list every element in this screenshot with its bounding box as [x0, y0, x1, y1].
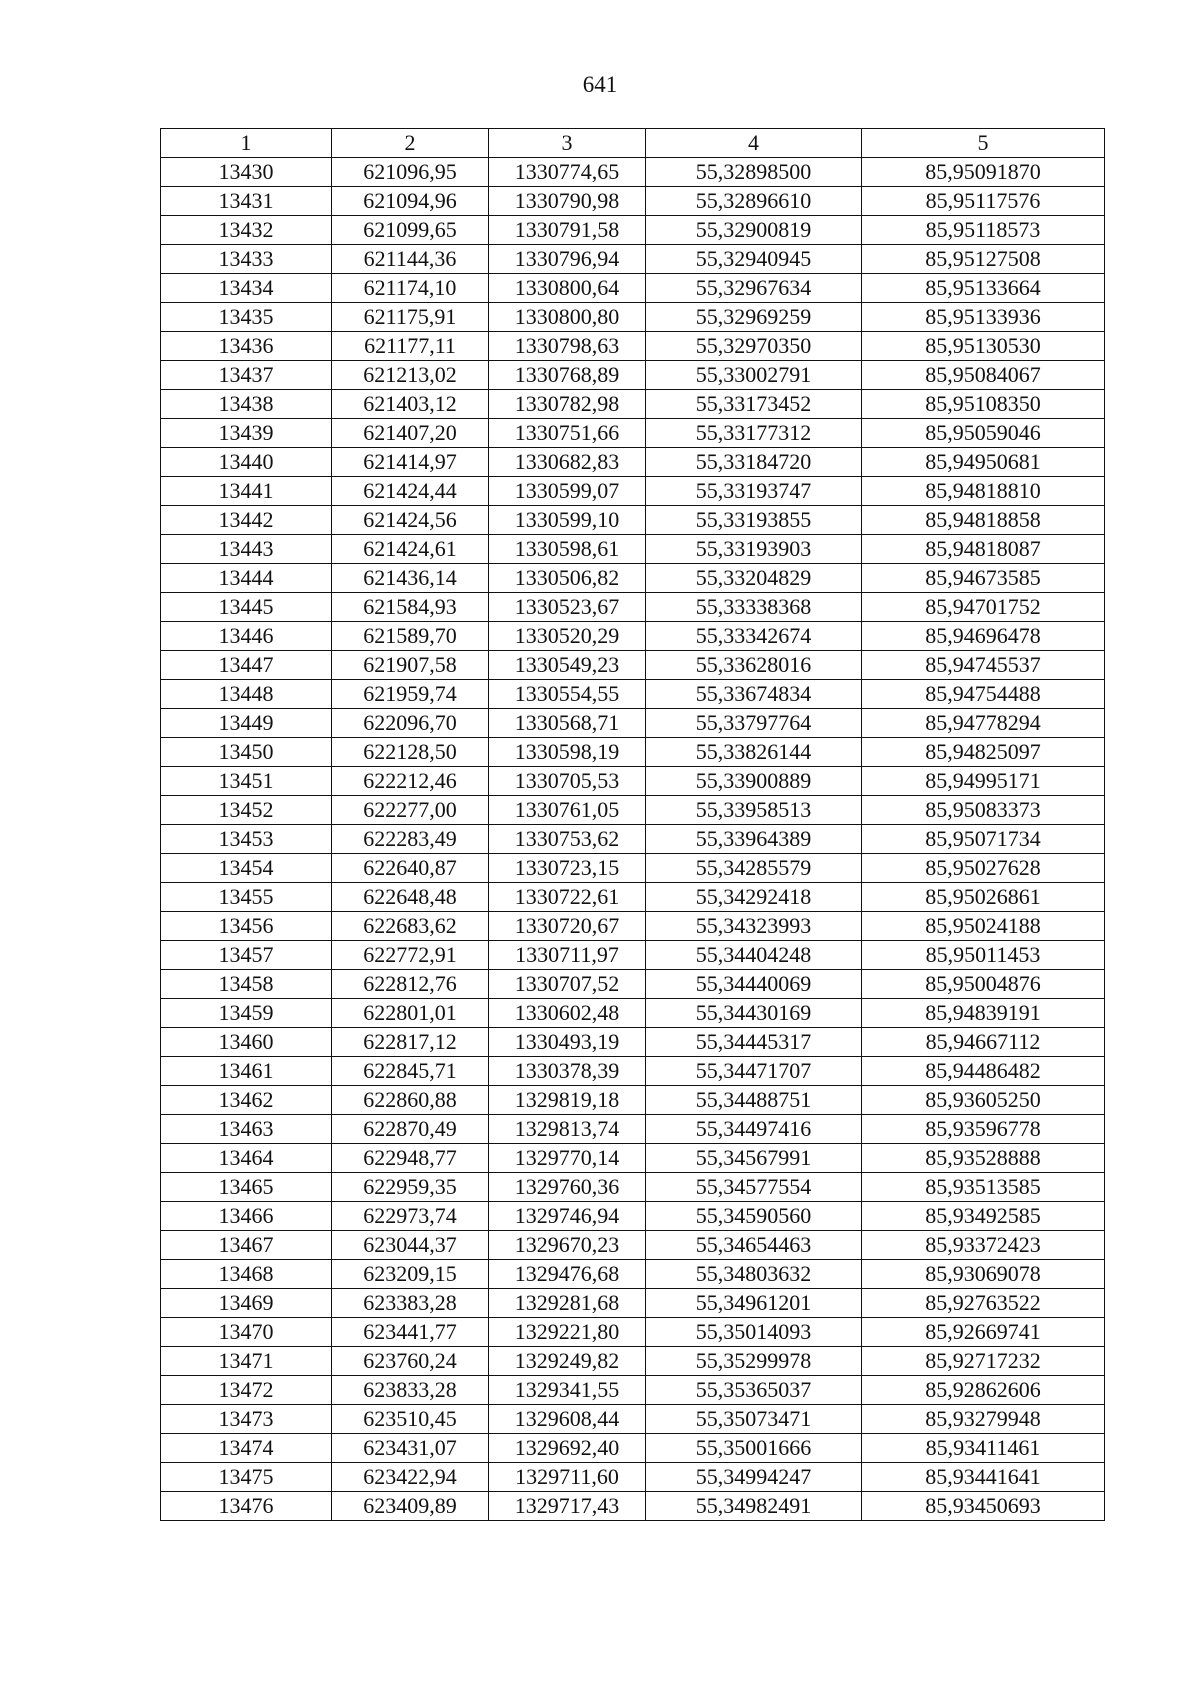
- latitude-cell: 55,34497416: [646, 1115, 862, 1144]
- point-number-cell: 13459: [161, 999, 332, 1028]
- x-coordinate-cell: 623833,28: [332, 1376, 489, 1405]
- x-coordinate-cell: 622212,46: [332, 767, 489, 796]
- x-coordinate-cell: 623383,28: [332, 1289, 489, 1318]
- x-coordinate-cell: 622817,12: [332, 1028, 489, 1057]
- table-row: [161, 1347, 1105, 1376]
- latitude-cell: 55,33173452: [646, 390, 862, 419]
- longitude-cell: 85,93492585: [862, 1202, 1105, 1231]
- point-number-cell: 13443: [161, 535, 332, 564]
- table-row: [161, 1144, 1105, 1173]
- x-coordinate-cell: 621403,12: [332, 390, 489, 419]
- longitude-cell: 85,95026861: [862, 883, 1105, 912]
- table-row: [161, 477, 1105, 506]
- latitude-cell: 55,33193903: [646, 535, 862, 564]
- point-number-cell: 13447: [161, 651, 332, 680]
- latitude-cell: 55,34982491: [646, 1492, 862, 1521]
- latitude-cell: 55,34440069: [646, 970, 862, 999]
- latitude-cell: 55,32940945: [646, 245, 862, 274]
- y-coordinate-cell: 1329608,44: [489, 1405, 646, 1434]
- y-coordinate-cell: 1330722,61: [489, 883, 646, 912]
- point-number-cell: 13472: [161, 1376, 332, 1405]
- latitude-cell: 55,32970350: [646, 332, 862, 361]
- point-number-cell: 13430: [161, 158, 332, 187]
- longitude-cell: 85,94701752: [862, 593, 1105, 622]
- table-row: [161, 767, 1105, 796]
- latitude-cell: 55,33338368: [646, 593, 862, 622]
- point-number-cell: 13467: [161, 1231, 332, 1260]
- y-coordinate-cell: 1330523,67: [489, 593, 646, 622]
- point-number-cell: 13475: [161, 1463, 332, 1492]
- latitude-cell: 55,35014093: [646, 1318, 862, 1347]
- latitude-cell: 55,33964389: [646, 825, 862, 854]
- table-row: [161, 854, 1105, 883]
- y-coordinate-cell: 1330493,19: [489, 1028, 646, 1057]
- latitude-cell: 55,33958513: [646, 796, 862, 825]
- y-coordinate-cell: 1330598,19: [489, 738, 646, 767]
- x-coordinate-cell: 621175,91: [332, 303, 489, 332]
- latitude-cell: 55,33177312: [646, 419, 862, 448]
- latitude-cell: 55,34654463: [646, 1231, 862, 1260]
- table-row: [161, 1463, 1105, 1492]
- table-row: [161, 245, 1105, 274]
- latitude-cell: 55,34567991: [646, 1144, 862, 1173]
- y-coordinate-cell: 1330796,94: [489, 245, 646, 274]
- latitude-cell: 55,33674834: [646, 680, 862, 709]
- point-number-cell: 13460: [161, 1028, 332, 1057]
- table-row: [161, 883, 1105, 912]
- latitude-cell: 55,33193747: [646, 477, 862, 506]
- table-row: [161, 1434, 1105, 1463]
- y-coordinate-cell: 1330599,07: [489, 477, 646, 506]
- y-coordinate-cell: 1330707,52: [489, 970, 646, 999]
- y-coordinate-cell: 1330761,05: [489, 796, 646, 825]
- y-coordinate-cell: 1330378,39: [489, 1057, 646, 1086]
- table-row: [161, 303, 1105, 332]
- longitude-cell: 85,94818810: [862, 477, 1105, 506]
- table-row: [161, 738, 1105, 767]
- x-coordinate-cell: 621094,96: [332, 187, 489, 216]
- y-coordinate-cell: 1330711,97: [489, 941, 646, 970]
- x-coordinate-cell: 622283,49: [332, 825, 489, 854]
- y-coordinate-cell: 1330723,15: [489, 854, 646, 883]
- table-row: [161, 187, 1105, 216]
- latitude-cell: 55,34803632: [646, 1260, 862, 1289]
- x-coordinate-cell: 621424,44: [332, 477, 489, 506]
- table-row: [161, 651, 1105, 680]
- latitude-cell: 55,33826144: [646, 738, 862, 767]
- y-coordinate-cell: 1330800,64: [489, 274, 646, 303]
- table-row: [161, 796, 1105, 825]
- y-coordinate-cell: 1329249,82: [489, 1347, 646, 1376]
- y-coordinate-cell: 1330506,82: [489, 564, 646, 593]
- longitude-cell: 85,95133664: [862, 274, 1105, 303]
- y-coordinate-cell: 1330598,61: [489, 535, 646, 564]
- x-coordinate-cell: 621414,97: [332, 448, 489, 477]
- y-coordinate-cell: 1330791,58: [489, 216, 646, 245]
- x-coordinate-cell: 621584,93: [332, 593, 489, 622]
- point-number-cell: 13451: [161, 767, 332, 796]
- x-coordinate-cell: 621424,56: [332, 506, 489, 535]
- table-row: [161, 709, 1105, 738]
- latitude-cell: 55,33002791: [646, 361, 862, 390]
- x-coordinate-cell: 623510,45: [332, 1405, 489, 1434]
- longitude-cell: 85,93450693: [862, 1492, 1105, 1521]
- latitude-cell: 55,34285579: [646, 854, 862, 883]
- longitude-cell: 85,95071734: [862, 825, 1105, 854]
- point-number-cell: 13436: [161, 332, 332, 361]
- x-coordinate-cell: 623044,37: [332, 1231, 489, 1260]
- latitude-cell: 55,32896610: [646, 187, 862, 216]
- y-coordinate-cell: 1330599,10: [489, 506, 646, 535]
- point-number-cell: 13466: [161, 1202, 332, 1231]
- longitude-cell: 85,95130530: [862, 332, 1105, 361]
- latitude-cell: 55,33797764: [646, 709, 862, 738]
- table-row: [161, 1202, 1105, 1231]
- point-number-cell: 13471: [161, 1347, 332, 1376]
- x-coordinate-cell: 621907,58: [332, 651, 489, 680]
- x-coordinate-cell: 621589,70: [332, 622, 489, 651]
- latitude-cell: 55,33628016: [646, 651, 862, 680]
- point-number-cell: 13450: [161, 738, 332, 767]
- table-row: [161, 1173, 1105, 1202]
- longitude-cell: 85,94818858: [862, 506, 1105, 535]
- x-coordinate-cell: 622683,62: [332, 912, 489, 941]
- longitude-cell: 85,94696478: [862, 622, 1105, 651]
- y-coordinate-cell: 1330800,80: [489, 303, 646, 332]
- latitude-cell: 55,35365037: [646, 1376, 862, 1405]
- point-number-cell: 13439: [161, 419, 332, 448]
- latitude-cell: 55,34323993: [646, 912, 862, 941]
- point-number-cell: 13449: [161, 709, 332, 738]
- point-number-cell: 13465: [161, 1173, 332, 1202]
- longitude-cell: 85,95004876: [862, 970, 1105, 999]
- table-row: [161, 1260, 1105, 1289]
- longitude-cell: 85,95083373: [862, 796, 1105, 825]
- latitude-cell: 55,33193855: [646, 506, 862, 535]
- point-number-cell: 13462: [161, 1086, 332, 1115]
- x-coordinate-cell: 622870,49: [332, 1115, 489, 1144]
- longitude-cell: 85,94818087: [862, 535, 1105, 564]
- latitude-cell: 55,34430169: [646, 999, 862, 1028]
- latitude-cell: 55,33900889: [646, 767, 862, 796]
- y-coordinate-cell: 1330798,63: [489, 332, 646, 361]
- latitude-cell: 55,33184720: [646, 448, 862, 477]
- y-coordinate-cell: 1329476,68: [489, 1260, 646, 1289]
- table-row: [161, 593, 1105, 622]
- longitude-cell: 85,93513585: [862, 1173, 1105, 1202]
- x-coordinate-cell: 622959,35: [332, 1173, 489, 1202]
- table-body: [161, 158, 1105, 1521]
- x-coordinate-cell: 621096,95: [332, 158, 489, 187]
- y-coordinate-cell: 1329746,94: [489, 1202, 646, 1231]
- y-coordinate-cell: 1329760,36: [489, 1173, 646, 1202]
- table-row: [161, 1231, 1105, 1260]
- longitude-cell: 85,95091870: [862, 158, 1105, 187]
- latitude-cell: 55,34488751: [646, 1086, 862, 1115]
- y-coordinate-cell: 1330753,62: [489, 825, 646, 854]
- y-coordinate-cell: 1329711,60: [489, 1463, 646, 1492]
- latitude-cell: 55,34445317: [646, 1028, 862, 1057]
- x-coordinate-cell: 622948,77: [332, 1144, 489, 1173]
- point-number-cell: 13454: [161, 854, 332, 883]
- x-coordinate-cell: 623422,94: [332, 1463, 489, 1492]
- x-coordinate-cell: 622648,48: [332, 883, 489, 912]
- longitude-cell: 85,93605250: [862, 1086, 1105, 1115]
- table-row: [161, 825, 1105, 854]
- table-row: [161, 970, 1105, 999]
- longitude-cell: 85,94950681: [862, 448, 1105, 477]
- point-number-cell: 13455: [161, 883, 332, 912]
- longitude-cell: 85,94825097: [862, 738, 1105, 767]
- longitude-cell: 85,94778294: [862, 709, 1105, 738]
- point-number-cell: 13440: [161, 448, 332, 477]
- point-number-cell: 13448: [161, 680, 332, 709]
- point-number-cell: 13463: [161, 1115, 332, 1144]
- table-row: [161, 506, 1105, 535]
- point-number-cell: 13469: [161, 1289, 332, 1318]
- y-coordinate-cell: 1329670,23: [489, 1231, 646, 1260]
- latitude-cell: 55,33204829: [646, 564, 862, 593]
- x-coordinate-cell: 623409,89: [332, 1492, 489, 1521]
- x-coordinate-cell: 621177,11: [332, 332, 489, 361]
- table-row: [161, 390, 1105, 419]
- latitude-cell: 55,32898500: [646, 158, 862, 187]
- y-coordinate-cell: 1330705,53: [489, 767, 646, 796]
- coordinates-table: [160, 128, 1105, 1521]
- y-coordinate-cell: 1329341,55: [489, 1376, 646, 1405]
- latitude-cell: 55,35073471: [646, 1405, 862, 1434]
- y-coordinate-cell: 1330751,66: [489, 419, 646, 448]
- point-number-cell: 13456: [161, 912, 332, 941]
- latitude-cell: 55,33342674: [646, 622, 862, 651]
- y-coordinate-cell: 1330682,83: [489, 448, 646, 477]
- table-header-row: [161, 129, 1105, 158]
- point-number-cell: 13457: [161, 941, 332, 970]
- table-row: [161, 622, 1105, 651]
- longitude-cell: 85,94839191: [862, 999, 1105, 1028]
- y-coordinate-cell: 1330790,98: [489, 187, 646, 216]
- point-number-cell: 13444: [161, 564, 332, 593]
- table-row: [161, 361, 1105, 390]
- latitude-cell: 55,34961201: [646, 1289, 862, 1318]
- y-coordinate-cell: 1329221,80: [489, 1318, 646, 1347]
- x-coordinate-cell: 623441,77: [332, 1318, 489, 1347]
- longitude-cell: 85,92717232: [862, 1347, 1105, 1376]
- table-row: [161, 216, 1105, 245]
- point-number-cell: 13470: [161, 1318, 332, 1347]
- point-number-cell: 13452: [161, 796, 332, 825]
- longitude-cell: 85,92763522: [862, 1289, 1105, 1318]
- longitude-cell: 85,95084067: [862, 361, 1105, 390]
- x-coordinate-cell: 621144,36: [332, 245, 489, 274]
- y-coordinate-cell: 1330568,71: [489, 709, 646, 738]
- latitude-cell: 55,32900819: [646, 216, 862, 245]
- longitude-cell: 85,94673585: [862, 564, 1105, 593]
- y-coordinate-cell: 1330549,23: [489, 651, 646, 680]
- longitude-cell: 85,95024188: [862, 912, 1105, 941]
- table-row: [161, 1086, 1105, 1115]
- latitude-cell: 55,32967634: [646, 274, 862, 303]
- longitude-cell: 85,93441641: [862, 1463, 1105, 1492]
- point-number-cell: 13468: [161, 1260, 332, 1289]
- longitude-cell: 85,93596778: [862, 1115, 1105, 1144]
- x-coordinate-cell: 623760,24: [332, 1347, 489, 1376]
- longitude-cell: 85,95127508: [862, 245, 1105, 274]
- y-coordinate-cell: 1329813,74: [489, 1115, 646, 1144]
- table-row: [161, 332, 1105, 361]
- y-coordinate-cell: 1330720,67: [489, 912, 646, 941]
- point-number-cell: 13473: [161, 1405, 332, 1434]
- table-row: [161, 1376, 1105, 1405]
- y-coordinate-cell: 1329819,18: [489, 1086, 646, 1115]
- point-number-cell: 13434: [161, 274, 332, 303]
- table-row: [161, 1405, 1105, 1434]
- point-number-cell: 13476: [161, 1492, 332, 1521]
- longitude-cell: 85,95059046: [862, 419, 1105, 448]
- x-coordinate-cell: 621436,14: [332, 564, 489, 593]
- y-coordinate-cell: 1330782,98: [489, 390, 646, 419]
- point-number-cell: 13453: [161, 825, 332, 854]
- longitude-cell: 85,94745537: [862, 651, 1105, 680]
- point-number-cell: 13437: [161, 361, 332, 390]
- longitude-cell: 85,94667112: [862, 1028, 1105, 1057]
- x-coordinate-cell: 621213,02: [332, 361, 489, 390]
- latitude-cell: 55,34404248: [646, 941, 862, 970]
- point-number-cell: 13433: [161, 245, 332, 274]
- x-coordinate-cell: 622096,70: [332, 709, 489, 738]
- longitude-cell: 85,93069078: [862, 1260, 1105, 1289]
- column-header-1: 1: [161, 129, 332, 158]
- x-coordinate-cell: 621174,10: [332, 274, 489, 303]
- y-coordinate-cell: 1329692,40: [489, 1434, 646, 1463]
- column-header-5: 5: [862, 129, 1105, 158]
- longitude-cell: 85,95108350: [862, 390, 1105, 419]
- point-number-cell: 13431: [161, 187, 332, 216]
- longitude-cell: 85,95117576: [862, 187, 1105, 216]
- longitude-cell: 85,92862606: [862, 1376, 1105, 1405]
- x-coordinate-cell: 622973,74: [332, 1202, 489, 1231]
- longitude-cell: 85,92669741: [862, 1318, 1105, 1347]
- x-coordinate-cell: 623431,07: [332, 1434, 489, 1463]
- latitude-cell: 55,35001666: [646, 1434, 862, 1463]
- latitude-cell: 55,35299978: [646, 1347, 862, 1376]
- x-coordinate-cell: 623209,15: [332, 1260, 489, 1289]
- latitude-cell: 55,34590560: [646, 1202, 862, 1231]
- x-coordinate-cell: 622277,00: [332, 796, 489, 825]
- table-row: [161, 1057, 1105, 1086]
- table-row: [161, 448, 1105, 477]
- y-coordinate-cell: 1330774,65: [489, 158, 646, 187]
- point-number-cell: 13445: [161, 593, 332, 622]
- point-number-cell: 13441: [161, 477, 332, 506]
- table-row: [161, 999, 1105, 1028]
- longitude-cell: 85,95027628: [862, 854, 1105, 883]
- longitude-cell: 85,93411461: [862, 1434, 1105, 1463]
- latitude-cell: 55,34994247: [646, 1463, 862, 1492]
- point-number-cell: 13435: [161, 303, 332, 332]
- point-number-cell: 13438: [161, 390, 332, 419]
- point-number-cell: 13474: [161, 1434, 332, 1463]
- y-coordinate-cell: 1329717,43: [489, 1492, 646, 1521]
- point-number-cell: 13446: [161, 622, 332, 651]
- column-header-4: 4: [646, 129, 862, 158]
- y-coordinate-cell: 1330602,48: [489, 999, 646, 1028]
- latitude-cell: 55,32969259: [646, 303, 862, 332]
- y-coordinate-cell: 1330768,89: [489, 361, 646, 390]
- x-coordinate-cell: 621099,65: [332, 216, 489, 245]
- x-coordinate-cell: 622812,76: [332, 970, 489, 999]
- table-row: [161, 1115, 1105, 1144]
- point-number-cell: 13464: [161, 1144, 332, 1173]
- y-coordinate-cell: 1329281,68: [489, 1289, 646, 1318]
- latitude-cell: 55,34292418: [646, 883, 862, 912]
- longitude-cell: 85,95133936: [862, 303, 1105, 332]
- y-coordinate-cell: 1330520,29: [489, 622, 646, 651]
- latitude-cell: 55,34471707: [646, 1057, 862, 1086]
- x-coordinate-cell: 622772,91: [332, 941, 489, 970]
- table-row: [161, 1289, 1105, 1318]
- column-header-3: 3: [489, 129, 646, 158]
- table-row: [161, 1318, 1105, 1347]
- table-row: [161, 912, 1105, 941]
- point-number-cell: 13461: [161, 1057, 332, 1086]
- table-row: [161, 535, 1105, 564]
- point-number-cell: 13442: [161, 506, 332, 535]
- x-coordinate-cell: 621407,20: [332, 419, 489, 448]
- x-coordinate-cell: 622860,88: [332, 1086, 489, 1115]
- table-row: [161, 274, 1105, 303]
- x-coordinate-cell: 621959,74: [332, 680, 489, 709]
- y-coordinate-cell: 1329770,14: [489, 1144, 646, 1173]
- x-coordinate-cell: 621424,61: [332, 535, 489, 564]
- table-row: [161, 419, 1105, 448]
- point-number-cell: 13458: [161, 970, 332, 999]
- table-row: [161, 941, 1105, 970]
- x-coordinate-cell: 622640,87: [332, 854, 489, 883]
- column-header-2: 2: [332, 129, 489, 158]
- page-number: 641: [582, 72, 618, 97]
- x-coordinate-cell: 622128,50: [332, 738, 489, 767]
- longitude-cell: 85,93528888: [862, 1144, 1105, 1173]
- longitude-cell: 85,93372423: [862, 1231, 1105, 1260]
- point-number-cell: 13432: [161, 216, 332, 245]
- table-row: [161, 1492, 1105, 1521]
- y-coordinate-cell: 1330554,55: [489, 680, 646, 709]
- table-row: [161, 564, 1105, 593]
- latitude-cell: 55,34577554: [646, 1173, 862, 1202]
- x-coordinate-cell: 622801,01: [332, 999, 489, 1028]
- x-coordinate-cell: 622845,71: [332, 1057, 489, 1086]
- table-row: [161, 680, 1105, 709]
- longitude-cell: 85,93279948: [862, 1405, 1105, 1434]
- table-row: [161, 1028, 1105, 1057]
- table-row: [161, 158, 1105, 187]
- longitude-cell: 85,95118573: [862, 216, 1105, 245]
- longitude-cell: 85,94754488: [862, 680, 1105, 709]
- longitude-cell: 85,94995171: [862, 767, 1105, 796]
- longitude-cell: 85,95011453: [862, 941, 1105, 970]
- longitude-cell: 85,94486482: [862, 1057, 1105, 1086]
